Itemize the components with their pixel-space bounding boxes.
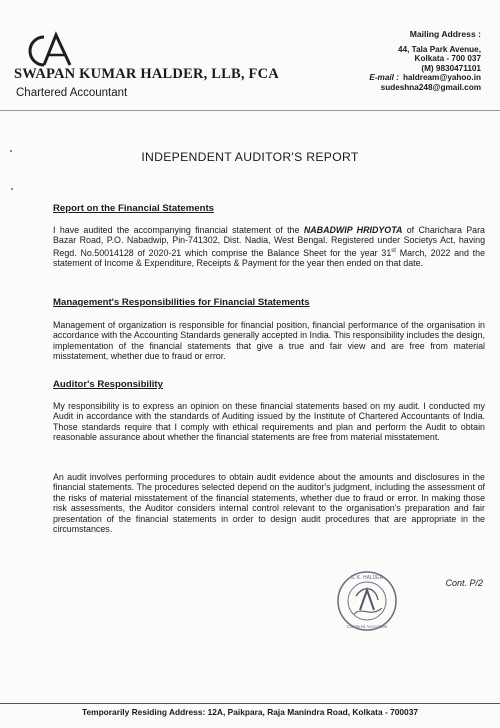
auditor-heading: Auditor's Responsibility [53,379,163,390]
paragraph-auditor-1: My responsibility is to express an opinion on these financial statements based on my audit. I conducted my Audit in accordance with the standards of Auditing issued by the Institute of Chartered Accountants of India. Those standards require that I comply with ethical requirements and plan and perform the Audit to obtain reasonable assurance about whether the financial statements are free from material misstatement. [53,401,485,443]
mobile-number: (M) 9830471101 [421,63,481,73]
header-divider [0,110,500,111]
continuation-note: Cont. P/2 [445,578,483,588]
email-label: E-mail : [369,73,399,83]
firm-name: SWAPAN KUMAR HALDER, LLB, FCA [14,66,279,82]
organisation-name: NABADWIP HRIDYOTA [303,225,403,235]
address-line-2: Kolkata - 700 037 [414,54,481,64]
svg-text:Chartered Accountant: Chartered Accountant [346,624,388,629]
email-2[interactable]: sudeshna248@gmail.com [380,82,481,92]
address-line-1: 44, Tala Park Avenue, [398,44,481,54]
paragraph-management: Management of organization is responsible for financial position, financial performance of the organisation in accordance with the Accounting Standards generally accepted in India. This responsibility includes the design, implementation of the financial statements that give a true and fair view and are free from material misstatement, whether due to fraud or error. [53,320,486,362]
firm-role: Chartered Accountant [16,87,128,99]
footer-address: Temporarily Residing Address: 12A, Paikpara, Raja Manindra Road, Kolkata - 700037 [81,707,419,717]
mailing-address-block [281,30,481,93]
financial-statements-heading: Report on the Financial Statements [53,203,214,214]
mailing-label: Mailing Address : [409,29,481,39]
email-1[interactable]: haldream@yahoo.in [402,73,481,83]
svg-text:S. K. HALDER: S. K. HALDER [350,575,384,581]
scan-speck [11,188,13,190]
paragraph-opening: I have audited the accompanying financial statement of the NABADWIP HRIDYOTA of Charichara Para Bazar Road, P.O. Nabadwip, Pin-741302, Dist. Nadia, West Bengal. Registered under Societys Act, having Regd. No.50014128 of 2020-21 which comprise the Balance Sheet for the year 31st March, 2022 and the statement of Income & Expenditure, Receipts & Payment for the year then ended on that date. [53,225,486,269]
auditor-seal-stamp [336,570,398,632]
ca-logo [14,31,74,71]
management-heading: Management's Responsibilities for Financial Statements [53,297,310,308]
paragraph-auditor-2: An audit involves performing procedures to obtain audit evidence about the amounts and disclosures in the financial statements. The procedures selected depend on the auditor's judgment, including the assessment of the risks of material misstatement of the financial statements, whether due to fraud or error. In making those risk assessments, the Auditor considers internal control relevant to the organisation's preparation and fair presentation of the financial statements in order to design audit procedures that are appropriate in the circumstances. [53,472,485,535]
report-title: INDEPENDENT AUDITOR'S REPORT [141,150,359,164]
footer-divider [0,703,500,704]
